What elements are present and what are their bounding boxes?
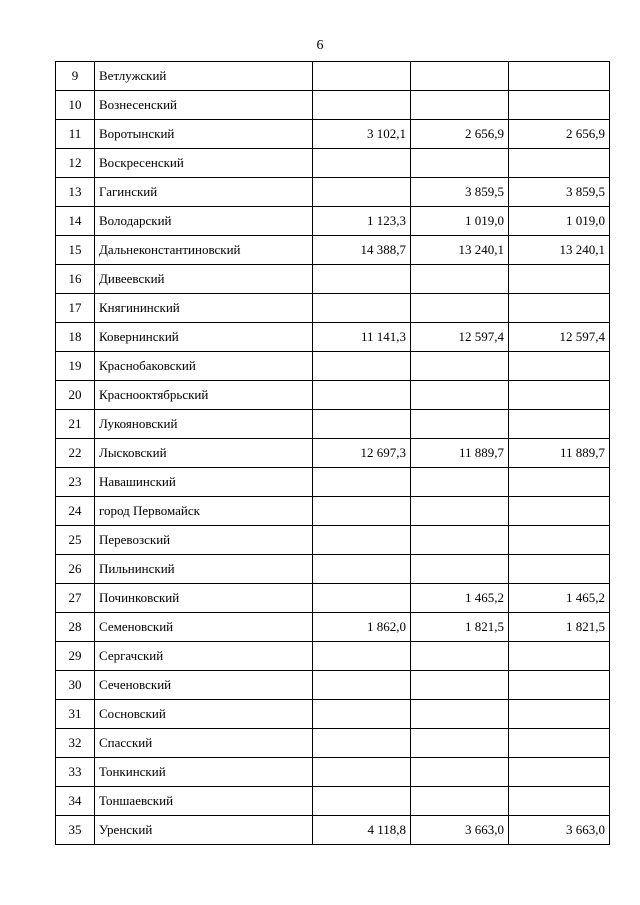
row-number-cell: 9: [56, 62, 95, 91]
row-number-cell: 27: [56, 584, 95, 613]
district-name-cell: Сеченовский: [95, 671, 313, 700]
table-row: [56, 700, 610, 729]
value-cell-3: [509, 381, 610, 410]
row-number-cell: 31: [56, 700, 95, 729]
district-name-cell: Ковернинский: [95, 323, 313, 352]
value-cell-3: 13 240,1: [509, 236, 610, 265]
data-table: [55, 61, 610, 845]
row-number-cell: 21: [56, 410, 95, 439]
table-row: [56, 729, 610, 758]
district-name-cell: Дальнеконстантиновский: [95, 236, 313, 265]
row-number-cell: 25: [56, 526, 95, 555]
value-cell-1: [313, 265, 411, 294]
table-row: [56, 787, 610, 816]
value-cell-2: [411, 468, 509, 497]
table-row: [56, 120, 610, 149]
row-number-cell: 32: [56, 729, 95, 758]
district-name-cell: Воскресенский: [95, 149, 313, 178]
district-name-cell: Ветлужский: [95, 62, 313, 91]
table-row: [56, 381, 610, 410]
value-cell-1: [313, 729, 411, 758]
value-cell-3: 1 821,5: [509, 613, 610, 642]
value-cell-1: 1 862,0: [313, 613, 411, 642]
district-name-cell: Семеновский: [95, 613, 313, 642]
table-row: [56, 207, 610, 236]
district-name-cell: Дивеевский: [95, 265, 313, 294]
table-row: [56, 613, 610, 642]
district-name-cell: Спасский: [95, 729, 313, 758]
value-cell-3: 3 859,5: [509, 178, 610, 207]
row-number-cell: 34: [56, 787, 95, 816]
value-cell-2: 3 859,5: [411, 178, 509, 207]
value-cell-3: 12 597,4: [509, 323, 610, 352]
table-row: [56, 497, 610, 526]
table-row: [56, 410, 610, 439]
row-number-cell: 13: [56, 178, 95, 207]
table-row: [56, 555, 610, 584]
value-cell-2: [411, 526, 509, 555]
value-cell-3: 11 889,7: [509, 439, 610, 468]
value-cell-1: [313, 497, 411, 526]
row-number-cell: 22: [56, 439, 95, 468]
value-cell-1: [313, 91, 411, 120]
row-number-cell: 33: [56, 758, 95, 787]
value-cell-1: [313, 468, 411, 497]
value-cell-3: [509, 671, 610, 700]
row-number-cell: 15: [56, 236, 95, 265]
value-cell-1: [313, 555, 411, 584]
value-cell-2: [411, 729, 509, 758]
district-name-cell: Лукояновский: [95, 410, 313, 439]
district-name-cell: Краснооктябрьский: [95, 381, 313, 410]
row-number-cell: 10: [56, 91, 95, 120]
row-number-cell: 17: [56, 294, 95, 323]
value-cell-3: [509, 700, 610, 729]
value-cell-3: [509, 468, 610, 497]
table-row: [56, 439, 610, 468]
value-cell-2: 3 663,0: [411, 816, 509, 845]
value-cell-3: [509, 149, 610, 178]
value-cell-2: [411, 410, 509, 439]
table-row: [56, 816, 610, 845]
value-cell-3: 1 465,2: [509, 584, 610, 613]
value-cell-2: [411, 352, 509, 381]
district-name-cell: Уренский: [95, 816, 313, 845]
row-number-cell: 12: [56, 149, 95, 178]
value-cell-3: [509, 787, 610, 816]
district-name-cell: Гагинский: [95, 178, 313, 207]
value-cell-2: 11 889,7: [411, 439, 509, 468]
value-cell-1: [313, 758, 411, 787]
district-name-cell: Вознесенский: [95, 91, 313, 120]
row-number-cell: 26: [56, 555, 95, 584]
row-number-cell: 16: [56, 265, 95, 294]
value-cell-1: [313, 178, 411, 207]
district-name-cell: Тоншаевский: [95, 787, 313, 816]
row-number-cell: 29: [56, 642, 95, 671]
value-cell-1: 11 141,3: [313, 323, 411, 352]
district-name-cell: Навашинский: [95, 468, 313, 497]
value-cell-2: [411, 758, 509, 787]
value-cell-1: [313, 62, 411, 91]
value-cell-2: 1 465,2: [411, 584, 509, 613]
district-name-cell: город Первомайск: [95, 497, 313, 526]
table-row: [56, 265, 610, 294]
district-name-cell: Княгининский: [95, 294, 313, 323]
value-cell-1: [313, 787, 411, 816]
value-cell-2: [411, 149, 509, 178]
value-cell-3: [509, 526, 610, 555]
value-cell-3: [509, 729, 610, 758]
value-cell-2: [411, 642, 509, 671]
table-row: [56, 62, 610, 91]
table-row: [56, 352, 610, 381]
table-row: [56, 323, 610, 352]
value-cell-2: 1 019,0: [411, 207, 509, 236]
value-cell-1: [313, 642, 411, 671]
value-cell-2: [411, 555, 509, 584]
table-row: [56, 294, 610, 323]
row-number-cell: 19: [56, 352, 95, 381]
value-cell-3: [509, 265, 610, 294]
row-number-cell: 20: [56, 381, 95, 410]
value-cell-2: 2 656,9: [411, 120, 509, 149]
value-cell-3: 2 656,9: [509, 120, 610, 149]
value-cell-1: [313, 671, 411, 700]
row-number-cell: 11: [56, 120, 95, 149]
value-cell-2: [411, 294, 509, 323]
value-cell-2: 13 240,1: [411, 236, 509, 265]
value-cell-2: [411, 381, 509, 410]
table-row: [56, 178, 610, 207]
value-cell-3: [509, 410, 610, 439]
district-name-cell: Пильнинский: [95, 555, 313, 584]
value-cell-2: 12 597,4: [411, 323, 509, 352]
table-body: [56, 62, 610, 845]
row-number-cell: 24: [56, 497, 95, 526]
district-name-cell: Сосновский: [95, 700, 313, 729]
district-name-cell: Сергачский: [95, 642, 313, 671]
table-row: [56, 671, 610, 700]
row-number-cell: 30: [56, 671, 95, 700]
value-cell-2: [411, 700, 509, 729]
table-row: [56, 236, 610, 265]
value-cell-1: 3 102,1: [313, 120, 411, 149]
district-name-cell: Володарский: [95, 207, 313, 236]
value-cell-1: 12 697,3: [313, 439, 411, 468]
value-cell-3: [509, 497, 610, 526]
value-cell-1: [313, 410, 411, 439]
table-row: [56, 468, 610, 497]
table-row: [56, 91, 610, 120]
value-cell-2: [411, 62, 509, 91]
value-cell-2: [411, 265, 509, 294]
district-name-cell: Лысковский: [95, 439, 313, 468]
value-cell-1: 14 388,7: [313, 236, 411, 265]
value-cell-1: [313, 149, 411, 178]
value-cell-3: [509, 294, 610, 323]
value-cell-1: [313, 526, 411, 555]
value-cell-3: 1 019,0: [509, 207, 610, 236]
value-cell-1: 1 123,3: [313, 207, 411, 236]
value-cell-2: [411, 497, 509, 526]
district-name-cell: Воротынский: [95, 120, 313, 149]
value-cell-2: 1 821,5: [411, 613, 509, 642]
table-row: [56, 526, 610, 555]
page-number: 6: [316, 38, 324, 53]
row-number-cell: 18: [56, 323, 95, 352]
value-cell-3: [509, 62, 610, 91]
value-cell-3: 3 663,0: [509, 816, 610, 845]
table-row: [56, 758, 610, 787]
district-name-cell: Починковский: [95, 584, 313, 613]
row-number-cell: 14: [56, 207, 95, 236]
value-cell-2: [411, 671, 509, 700]
row-number-cell: 28: [56, 613, 95, 642]
value-cell-3: [509, 91, 610, 120]
value-cell-1: [313, 352, 411, 381]
table-row: [56, 584, 610, 613]
value-cell-2: [411, 787, 509, 816]
district-name-cell: Перевозский: [95, 526, 313, 555]
row-number-cell: 23: [56, 468, 95, 497]
district-name-cell: Тонкинский: [95, 758, 313, 787]
value-cell-3: [509, 758, 610, 787]
value-cell-3: [509, 642, 610, 671]
district-name-cell: Краснобаковский: [95, 352, 313, 381]
value-cell-1: [313, 294, 411, 323]
value-cell-1: 4 118,8: [313, 816, 411, 845]
value-cell-1: [313, 584, 411, 613]
value-cell-3: [509, 352, 610, 381]
value-cell-3: [509, 555, 610, 584]
value-cell-1: [313, 700, 411, 729]
row-number-cell: 35: [56, 816, 95, 845]
table-row: [56, 642, 610, 671]
table-row: [56, 149, 610, 178]
value-cell-1: [313, 381, 411, 410]
value-cell-2: [411, 91, 509, 120]
